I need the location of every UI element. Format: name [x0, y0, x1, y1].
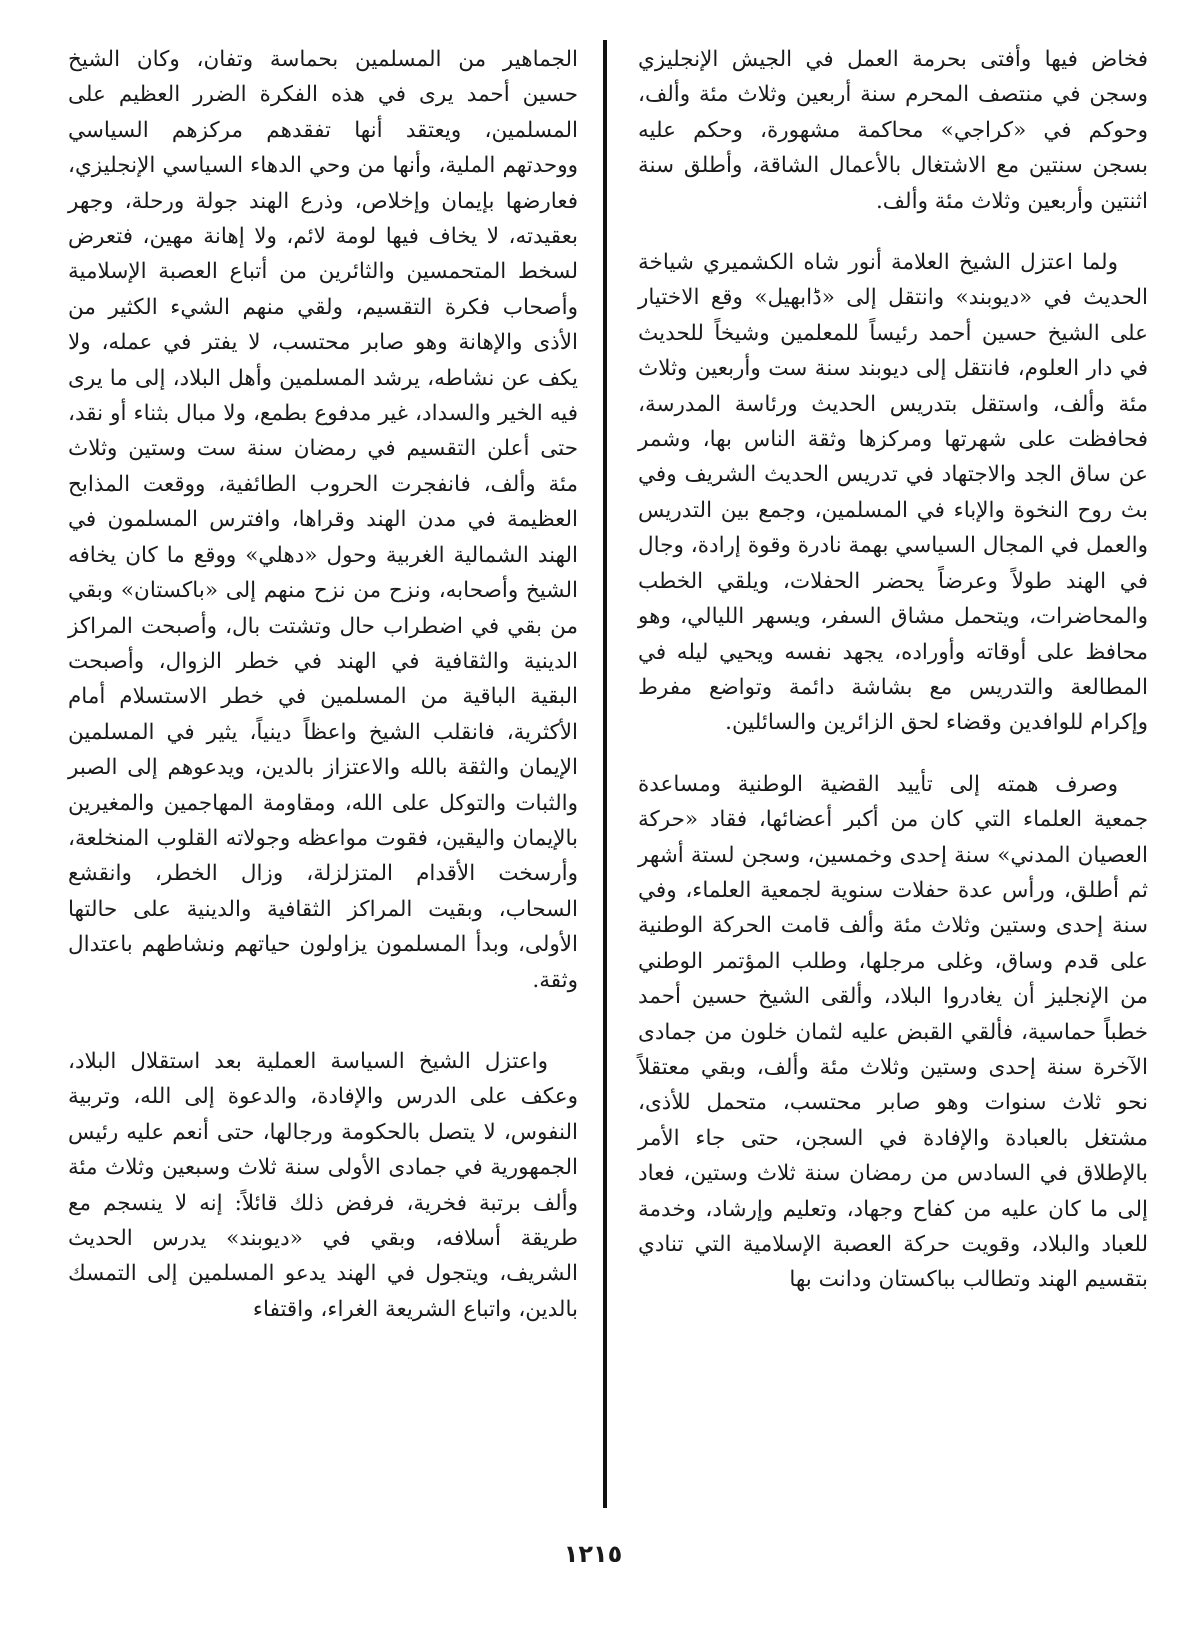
left-text-column: [68, 42, 578, 1542]
page-number: ١٢١٥: [563, 1540, 623, 1568]
paragraph: الجماهير من المسلمين بحماسة وتفان، وكان الشيخ حسين أحمد يرى في هذه الفكرة الضرر العظيم على المسلمين، ويعتقد أنها تفقدهم مركزهم السياسي ووحدتهم الملية، وأنها من وحي الدهاء السياسي الإنجليزي، فعارضها بإيمان وإخلاص، وذرع الهند جولة ورحلة، وجهر بعقيدته، لا يخاف فيها لومة لائم، ولا إهانة مهين، فتعرض لسخط المتحمسين والثائرين من أتباع العصبة الإسلامية وأصحاب فكرة التقسيم، ولقي منهم الشيء الكثير من الأذى والإهانة وهو صابر محتسب، لا يفتر في عمله، ولا يكف عن نشاطه، يرشد المسلمين وأهل البلاد، إلى ما يرى فيه الخير والسداد، غير مدفوع بطمع، ولا مبال بثناء أو نقد، حتى أعلن التقسيم في رمضان سنة ست وستين وثلاث مئة وألف، فانفجرت الحروب الطائفية، ووقعت المذابح العظيمة في مدن الهند وقراها، وافترس المسلمون في الهند الشمالية الغربية وحول «دهلي» ووقع ما كان يخافه الشيخ وأصحابه، ونزح من نزح منهم إلى «باكستان» وبقي من بقي في اضطراب حال وتشتت بال، وأصبحت المراكز الدينية والثقافية في الهند في خطر الزوال، وأصبحت البقية الباقية من المسلمين في خطر الاستسلام أمام الأكثرية، فانقلب الشيخ واعظاً دينياً، يثير في المسلمين الإيمان والثقة بالله والاعتزاز بالدين، ويدعوهم إلى الصبر والثبات والتوكل على الله، ومقاومة المهاجمين والمغيرين بالإيمان واليقين، فقوت مواعظه وجولاته القلوب المنخلعة، وأرسخت الأقدام المتزلزلة، وزال الخطر، وانقشع السحاب، وبقيت المراكز الثقافية والدينية على حالتها الأولى، وبدأ المسلمون يزاولون حياتهم ونشاطهم باعتدال وثقة.: [68, 47, 578, 993]
column-divider: [603, 40, 607, 1508]
paragraph: فخاض فيها وأفتى بحرمة العمل في الجيش الإنجليزي وسجن في منتصف المحرم سنة أربعين وثلاث مئة وألف، وحوكم في «كراجي» محاكمة مشهورة، وحكم عليه بسجن سنتين مع الاشتغال بالأعمال الشاقة، وأطلق سنة اثنتين وأربعين وثلاث مئة وألف.: [638, 47, 1148, 214]
paragraph: واعتزل الشيخ السياسة العملية بعد استقلال البلاد، وعكف على الدرس والإفادة، والدعوة إلى الله، وتربية النفوس، لا يتصل بالحكومة ورجالها، حتى أنعم عليه رئيس الجمهورية في جمادى الأولى سنة ثلاث وسبعين وثلاث مئة وألف برتبة فخرية، فرفض ذلك قائلاً: إنه لا ينسجم مع طريقة أسلافه، وبقي في «ديوبند» يدرس الحديث الشريف، ويتجول في الهند يدعو المسلمين إلى التمسك بالدين، واتباع الشريعة الغراء، واقتفاء: [68, 1048, 578, 1322]
right-text-column: [638, 42, 1148, 1542]
paragraph: ولما اعتزل الشيخ العلامة أنور شاه الكشميري شياخة الحديث في «ديوبند» وانتقل إلى «ڈابهيل» وقع الاختيار على الشيخ حسين أحمد رئيساً للمعلمين وشيخاً للحديث في دار العلوم، فانتقل إلى ديوبند سنة ست وأربعين وثلاث مئة وألف، واستقل بتدريس الحديث ورئاسة المدرسة، فحافظت على شهرتها ومركزها وثقة الناس بها، وشمر عن ساق الجد والاجتهاد في تدريس الحديث الشريف وفي بث روح النخوة والإباء في المسلمين، وجمع بين التدريس والعمل في المجال السياسي بهمة نادرة وقوة إرادة، وجال في الهند طولاً وعرضاً يحضر الحفلات، ويلقي الخطب والمحاضرات، ويتحمل مشاق السفر، ويسهر الليالي، وهو محافظ على أوقاته وأوراده، يجهد نفسه ويحيي ليله في المطالعة والتدريس مع بشاشة دائمة وتواضع مفرط وإكرام للوافدين وقضاء لحق الزائرين والسائلين.: [638, 250, 1148, 736]
paragraph: وصرف همته إلى تأييد القضية الوطنية ومساعدة جمعية العلماء التي كان من أكبر أعضائها، فقاد «حركة العصيان المدني» سنة إحدى وخمسين، وسجن لستة أشهر ثم أطلق، ورأس عدة حفلات سنوية لجمعية العلماء، وفي سنة إحدى وستين وثلاث مئة وألف قامت الحركة الوطنية على قدم وساق، وغلى مرجلها، وطلب المؤتمر الوطني من الإنجليز أن يغادروا البلاد، وألقى الشيخ حسين أحمد خطباً حماسية، فألقي القبض عليه لثمان خلون من جمادى الآخرة سنة إحدى وستين وثلاث مئة وألف، وبقي معتقلاً نحو ثلاث سنوات وهو صابر محتسب، متحمل للأذى، مشتغل بالعبادة والإفادة في السجن، حتى جاء الأمر بالإطلاق في السادس من رمضان سنة ثلاث وستين، فعاد إلى ما كان عليه من كفاح وجهاد، وتعليم وإرشاد، وخدمة للعباد والبلاد، وقويت حركة العصبة الإسلامية التي تنادي بتقسيم الهند وتطالب بباكستان ودانت بها: [638, 771, 1148, 1293]
